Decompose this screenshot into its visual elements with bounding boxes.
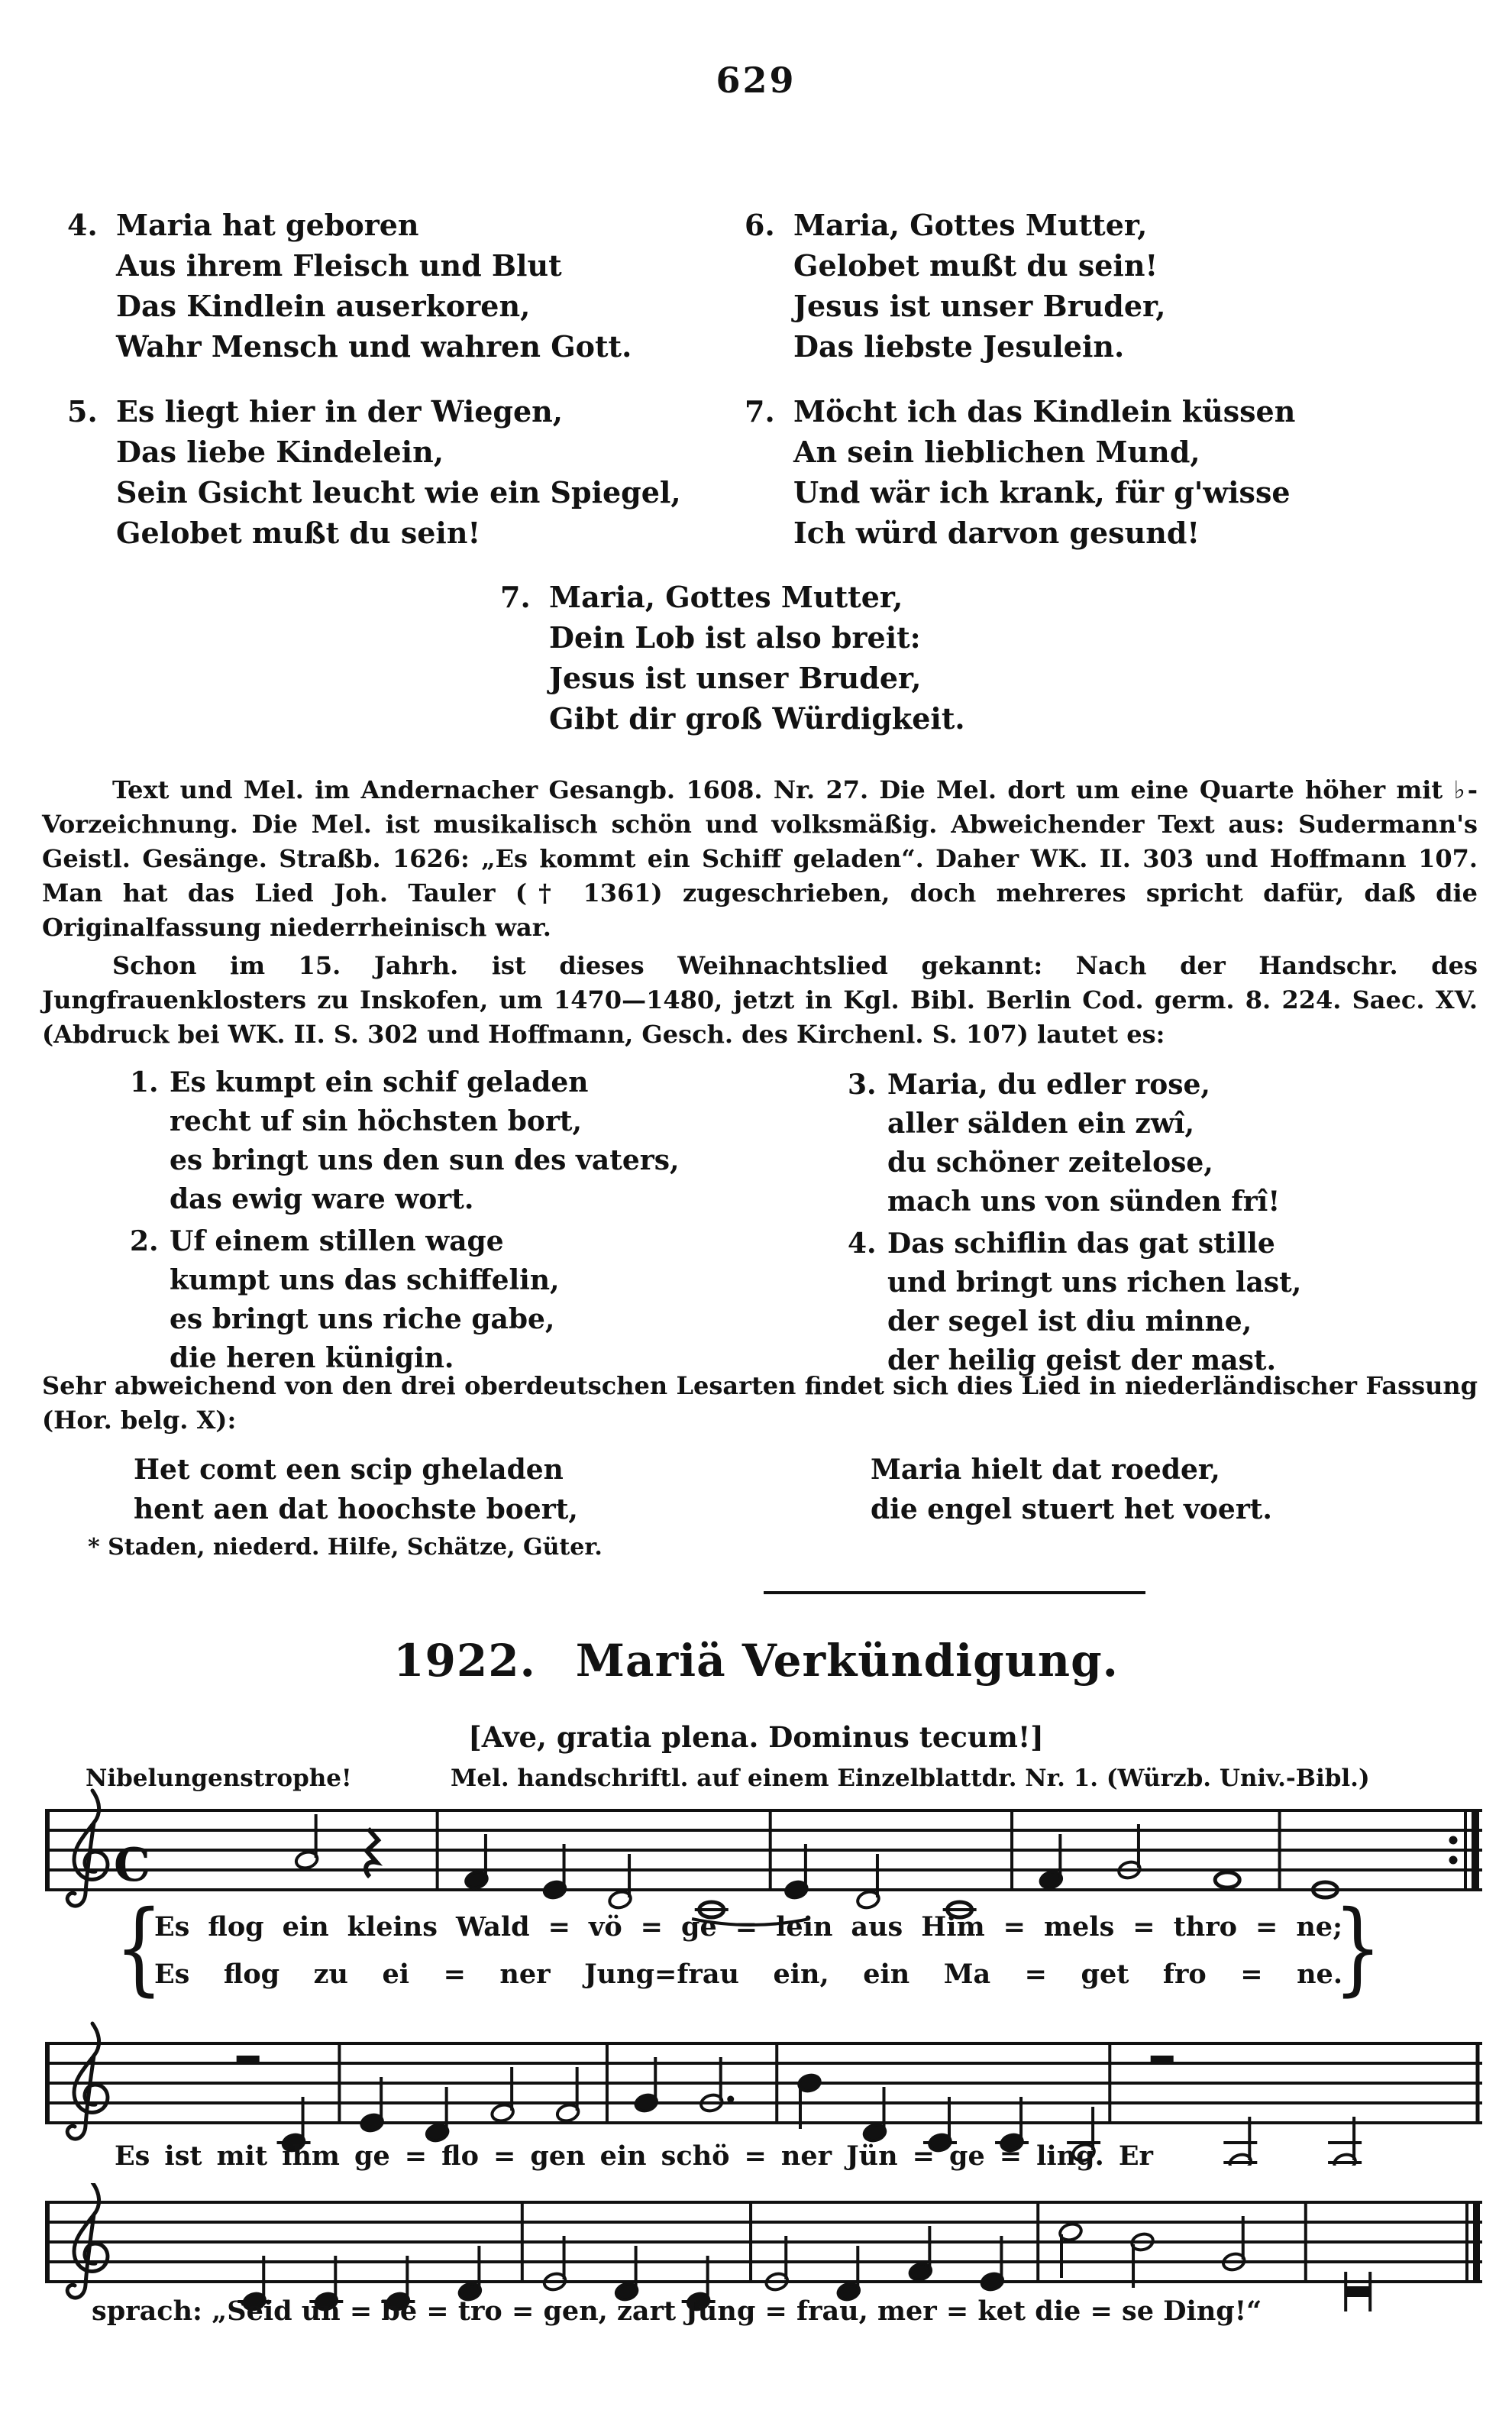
verse-lines — [170, 1063, 680, 1219]
verse-line: die engel stuert het voert. — [871, 1493, 1272, 1525]
quoted-verse-3 — [848, 1066, 1280, 1221]
verse-line: und bringt uns richen last, — [887, 1267, 1302, 1299]
verse-line: Das schiflin das gat stille — [887, 1228, 1275, 1260]
commentary-paragraph-3: Sehr abweichend von den drei oberdeutschen Lesarten findet sich dies Lied in niederländischer Fassung (Hor. belg. X): — [42, 1371, 1478, 1435]
verse-line: Und wär ich krank, für g'wisse — [793, 475, 1291, 510]
lyric-brace-right: } — [1333, 1889, 1382, 2007]
page-number: 629 — [716, 60, 796, 101]
verse-line: Ich würd darvon gesund! — [793, 516, 1200, 550]
svg-text:C: C — [114, 1839, 150, 1892]
verse-line: Das Kindlein auserkoren, — [116, 289, 531, 323]
verse-7-center — [500, 577, 965, 739]
verse-number: 6. — [745, 208, 775, 242]
verse-line: mach uns von sünden frî! — [887, 1186, 1281, 1218]
song-subtitle: [Ave, gratia plena. Dominus tecum!] — [468, 1720, 1044, 1754]
dutch-verse-left — [134, 1450, 578, 1529]
verse-line: Möcht ich das Kindlein küssen — [793, 394, 1296, 429]
verse-line: die heren künigin. — [170, 1342, 454, 1374]
verse-line: Das liebste Jesulein. — [793, 329, 1125, 364]
verse-number: 4. — [67, 208, 98, 242]
verse-number: 1. — [130, 1066, 159, 1098]
section-divider — [764, 1591, 1145, 1594]
verse-line: Gelobet mußt du sein! — [116, 516, 481, 550]
verse-line: Maria, Gottes Mutter, — [549, 580, 903, 614]
verse-line: der heilig geist der mast. — [887, 1344, 1276, 1377]
verse-lines — [116, 205, 632, 367]
song-heading — [0, 1635, 1512, 1687]
dutch-verse-right — [871, 1450, 1272, 1529]
verse-line: Het comt een scip gheladen — [134, 1454, 564, 1486]
verse-line: recht uf sin höchsten bort, — [170, 1105, 583, 1137]
verse-line: An sein lieblichen Mund, — [793, 435, 1200, 469]
verse-number: 7. — [745, 394, 775, 429]
verse-line: hent aen dat hoochste boert, — [134, 1493, 578, 1525]
verse-number: 5. — [67, 394, 98, 429]
verse-lines — [887, 1224, 1301, 1380]
commentary-paragraph-1: Text und Mel. im Andernacher Gesangb. 1608. Nr. 27. Die Mel. dort um eine Quarte höher mit ♭-Vorzeichnung. Die Mel. ist musikalisch schön und volksmäßig. Abweichender Text aus: Sudermann's Geistl. Gesänge. Straßb. 1626: „Es kommt ein Schiff geladen“. Daher WK. II. 303 und Hoffmann 107. Man hat das Lied Joh. Tauler († 1361) zugeschrieben, doch mehreres spricht dafür, daß die Originalfassung niederrheinisch war. — [42, 775, 1478, 942]
verse-number: 2. — [130, 1225, 159, 1257]
verse-line: es bringt uns den sun des vaters, — [170, 1144, 680, 1176]
verse-line: Maria, Gottes Mutter, — [793, 208, 1148, 242]
footnote: * Staden, niederd. Hilfe, Schätze, Güter. — [88, 1534, 603, 1561]
commentary-paragraph-2: Schon im 15. Jahrh. ist dieses Weihnachtslied gekannt: Nach der Handschr. des Jungfrauenklosters zu Inskofen, um 1470—1480, jetzt in Kgl. Bibl. Berlin Cod. germ. 8. 224. Saec. XV. (Abdruck bei WK. II. S. 302 und Hoffmann, Gesch. des Kirchenl. S. 107) lautet es: — [42, 951, 1478, 1049]
lyric-line-4: sprach: „Seid un = be = tro = gen, zart Jung = frau, mer = ket die = se Ding!“ — [92, 2295, 1262, 2327]
melody-source-note: Mel. handschriftl. auf einem Einzelblattdr. Nr. 1. (Würzb. Univ.-Bibl.) — [451, 1765, 1370, 1792]
song-number: 1922. — [393, 1635, 536, 1687]
verse-line: kumpt uns das schiffelin, — [170, 1264, 560, 1296]
verse-line: Das liebe Kindelein, — [116, 435, 444, 469]
score-lyrics-1 — [115, 1889, 1382, 2007]
verse-line: Maria, du edler rose, — [887, 1069, 1210, 1101]
verse-line: Jesus ist unser Bruder, — [549, 661, 922, 695]
verse-line: Sein Gsicht leucht wie ein Spiegel, — [116, 475, 681, 510]
verse-line: Jesus ist unser Bruder, — [793, 289, 1166, 323]
verse-line: Aus ihrem Fleisch und Blut — [116, 248, 562, 283]
verse-line: Gelobet mußt du sein! — [793, 248, 1158, 283]
verse-lines — [549, 577, 965, 739]
verse-line: Maria hat geboren — [116, 208, 419, 242]
verse-line: Dein Lob ist also breit: — [549, 620, 921, 655]
form-note: Nibelungenstrophe! — [86, 1765, 352, 1792]
verse-lines — [170, 1222, 560, 1378]
verse-line: der segel ist diu minne, — [887, 1305, 1252, 1338]
score-lyrics-3 — [92, 2288, 1262, 2335]
verse-line: Maria hielt dat roeder, — [871, 1454, 1220, 1486]
verse-line: Gibt dir groß Würdigkeit. — [549, 701, 965, 736]
verse-4 — [67, 205, 632, 367]
song-title: Mariä Verkündigung. — [575, 1635, 1119, 1687]
verse-line: Es kumpt ein schif geladen — [170, 1066, 589, 1098]
verse-number: 4. — [848, 1228, 877, 1260]
quoted-verse-4 — [848, 1224, 1301, 1380]
verse-number: 7. — [500, 580, 531, 614]
verse-line: es bringt uns riche gabe, — [170, 1303, 555, 1335]
verse-lines — [887, 1066, 1280, 1221]
lyric-line-1: Es flog ein kleins Wald = vö = ge = lein aus Him = mels = thro = ne; — [154, 1911, 1342, 1943]
lyric-line-2: Es flog zu ei = ner Jung=frau ein, ein Ma = get fro = ne. — [154, 1959, 1342, 1990]
verse-line: das ewig ware wort. — [170, 1183, 474, 1215]
verse-5 — [67, 391, 681, 553]
verse-7-right — [745, 391, 1295, 553]
score-lyrics-2 — [115, 2133, 1153, 2180]
verse-lines — [116, 391, 681, 553]
verse-line: Es liegt hier in der Wiegen, — [116, 394, 563, 429]
verse-line: Uf einem stillen wage — [170, 1225, 504, 1257]
verse-6 — [745, 205, 1166, 367]
verse-line: Wahr Mensch und wahren Gott. — [116, 329, 632, 364]
lyric-line-3: Es ist mit ihm ge = flo = gen ein schö = ner Jün = ge = ling. Er — [115, 2140, 1153, 2172]
lyric-brace-left: { — [115, 1889, 163, 2007]
quoted-verse-2 — [130, 1222, 560, 1378]
verse-number: 3. — [848, 1069, 877, 1101]
quoted-verse-1 — [130, 1063, 680, 1219]
verse-lines — [793, 391, 1295, 553]
verse-line: du schöner zeitelose, — [887, 1147, 1213, 1179]
verse-lines — [793, 205, 1166, 367]
verse-line: aller sälden ein zwî, — [887, 1108, 1195, 1140]
